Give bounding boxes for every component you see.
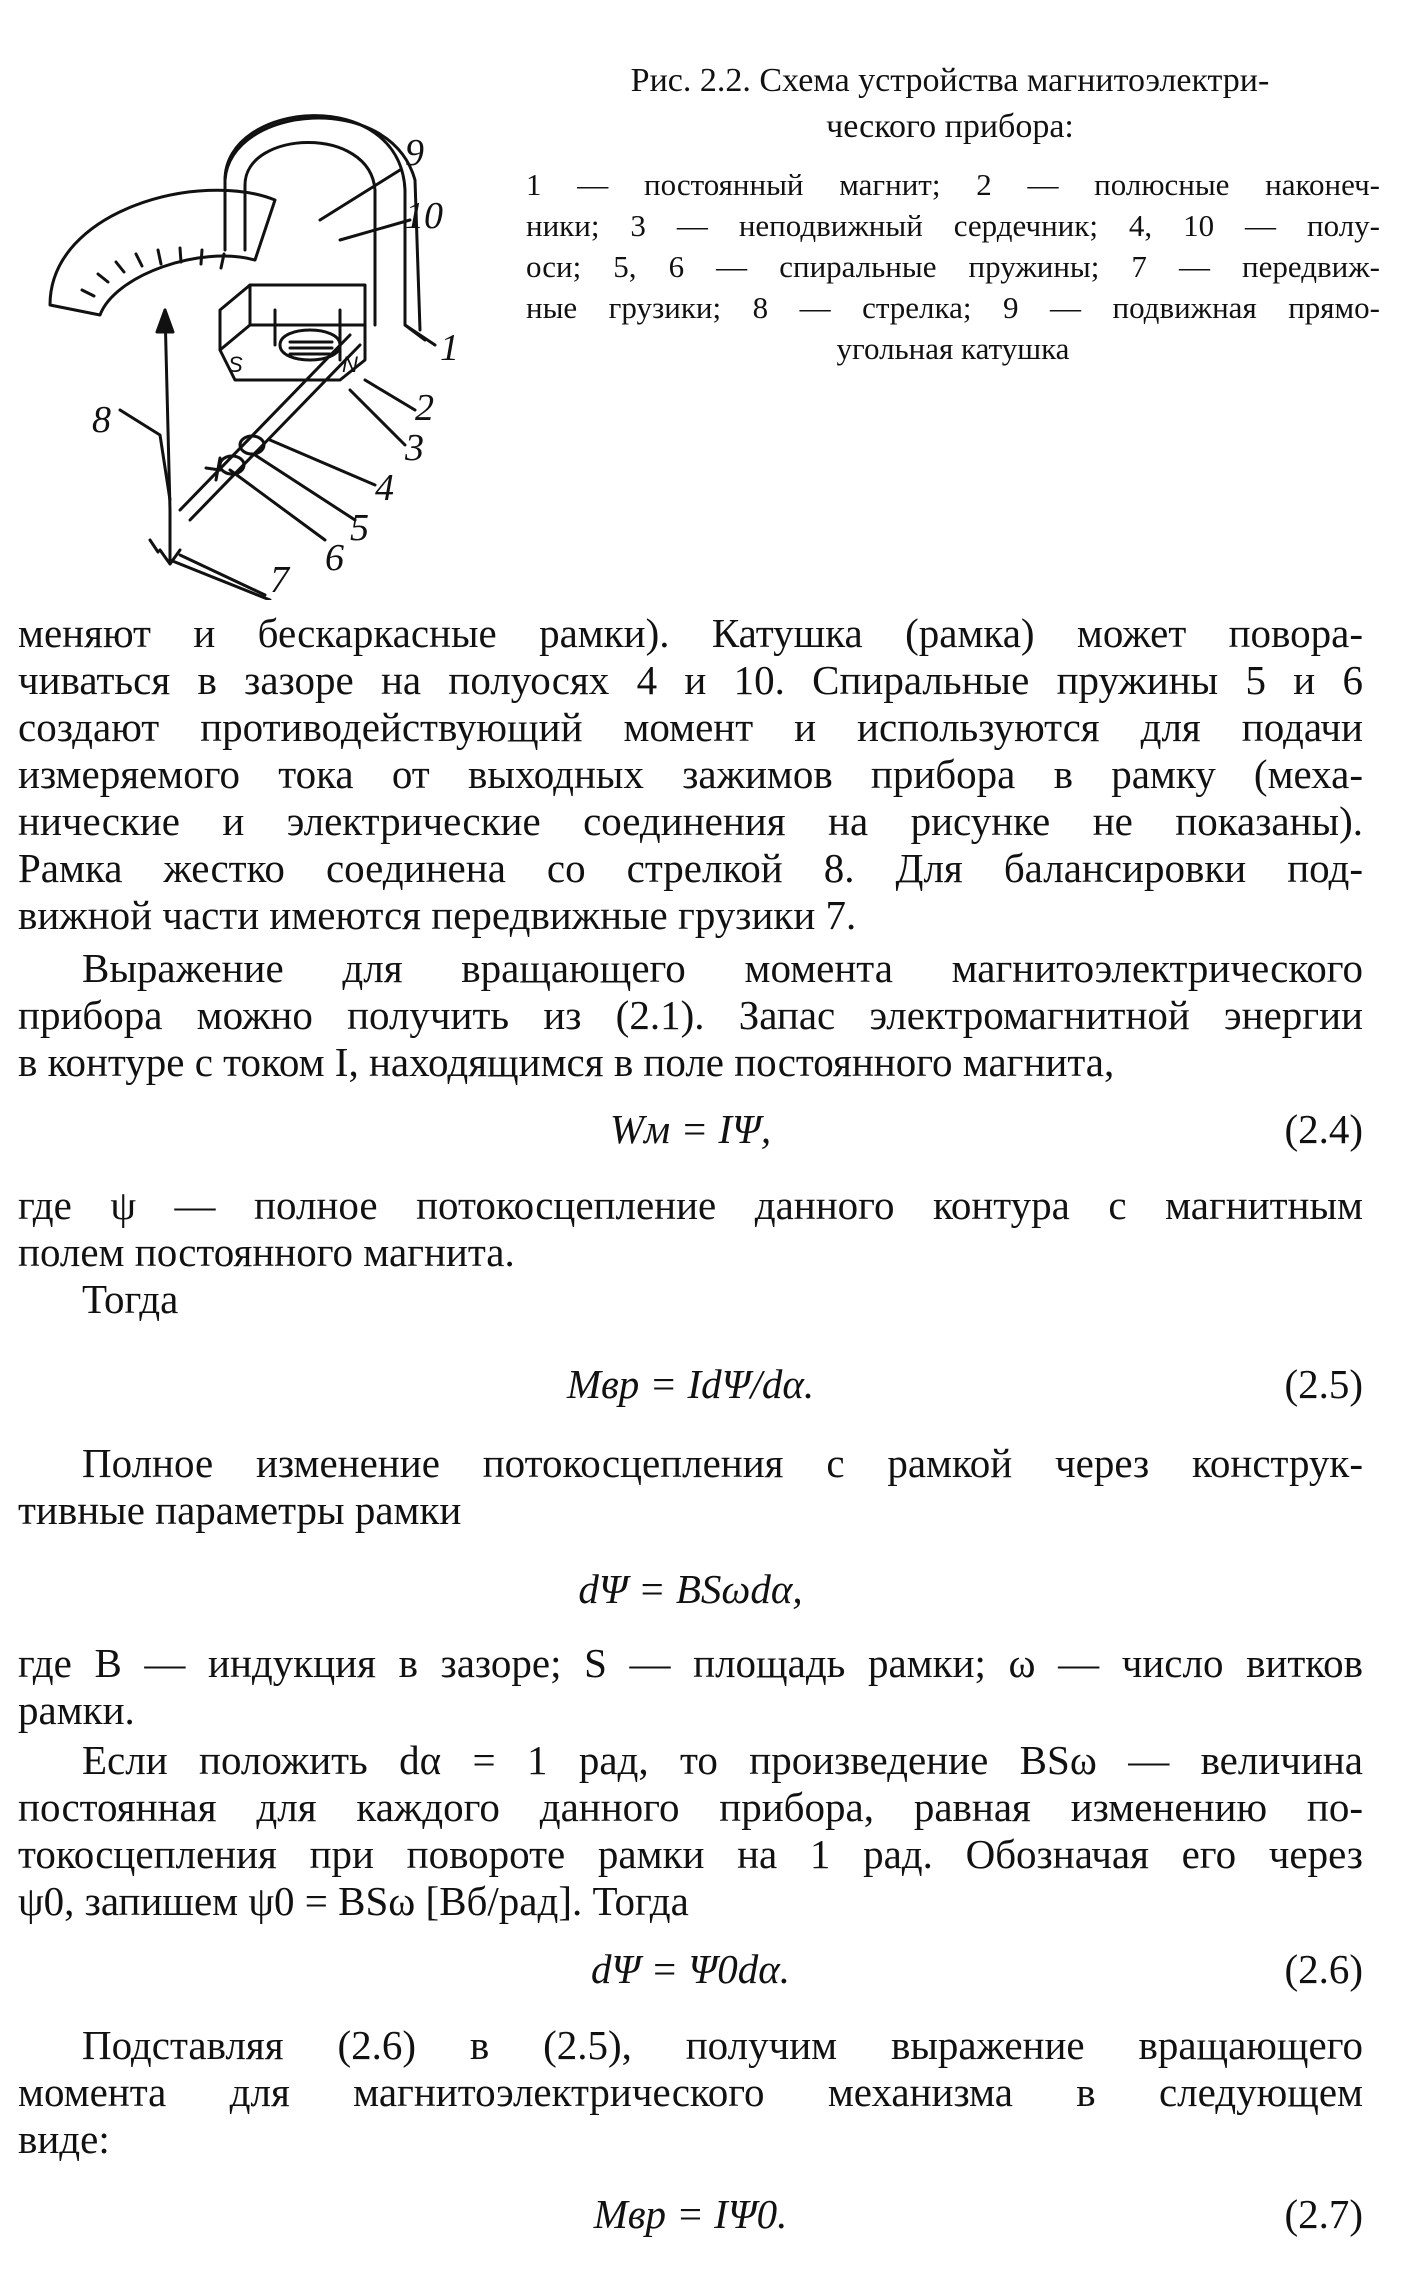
text-line: в контуре с током I, находящимся в поле постоянного магнита, (18, 1039, 1115, 1085)
text-line: меняют и бескаркасные рамки). Катушка (рамка) может повора- (18, 610, 1363, 656)
label-10: 10 (405, 195, 443, 237)
caption-legend-line: оси; 5, 6 — спиральные пружины; 7 — передвиж- (526, 249, 1380, 284)
text-line: постоянная для каждого данного прибора, равная изменению по- (18, 1784, 1363, 1830)
scale-arc (50, 190, 275, 315)
text-line: вижной части имеются передвижные грузики 7. (18, 892, 857, 938)
text-line: где B — индукция в зазоре; S — площадь рамки; ω — число витков (18, 1640, 1363, 1686)
text-line: токосцепления при повороте рамки на 1 рад. Обозначая его через (18, 1831, 1363, 1877)
equation-number: (2.7) (1284, 2191, 1363, 2237)
text-line: нические и электрические соединения на рисунке не показаны). (18, 798, 1363, 844)
text-line: ψ0, запишем ψ0 = BSω [Вб/рад]. Тогда (18, 1878, 689, 1924)
equation-number: (2.5) (1284, 1361, 1363, 1407)
formula-dpsi (18, 1565, 1363, 1625)
formula-expression: Mвр = IdΨ/dα. (566, 1361, 815, 1407)
label-8: 8 (92, 399, 111, 441)
formula-2-7 (18, 2190, 1363, 2250)
label-5: 5 (350, 507, 369, 549)
paragraph-1 (18, 610, 1363, 939)
text-line: Выражение для вращающего момента магнитоэлектрического (82, 945, 1363, 991)
caption-legend-line: ники; 3 — неподвижный сердечник; 4, 10 — полу- (526, 208, 1380, 243)
pole-n-label: N (342, 352, 358, 377)
caption-title (520, 58, 1380, 150)
caption-legend-line: 1 — постоянный магнит; 2 — полюсные наконеч- (526, 167, 1380, 202)
formula-2-5 (18, 1360, 1363, 1420)
text-line: прибора можно получить из (2.1). Запас электромагнитной энергии (18, 992, 1363, 1038)
label-3: 3 (405, 427, 424, 469)
text-line: создают противодействующий момент и используются для подачи (18, 704, 1363, 750)
caption-title-line: ческого прибора: (826, 108, 1074, 145)
pole-s-label: S (228, 352, 243, 377)
counterweights-7 (150, 510, 180, 564)
text-line: момента для магнитоэлектрического механизма в следующем (18, 2069, 1363, 2115)
paragraph-3 (18, 1182, 1363, 1276)
caption-legend-line: ные грузики; 8 — стрелка; 9 — подвижная прямо- (526, 290, 1380, 325)
formula-expression: Wм = IΨ, (609, 1106, 772, 1152)
paragraph-4 (18, 1276, 1363, 1323)
paragraph-2 (18, 945, 1363, 1086)
paragraph-5 (18, 1440, 1363, 1534)
equation-number: (2.6) (1284, 1946, 1363, 1992)
label-2: 2 (415, 387, 434, 429)
text-line: виде: (18, 2116, 110, 2162)
text-line: тивные параметры рамки (18, 1487, 462, 1533)
label-6: 6 (325, 537, 344, 579)
instrument-diagram (20, 60, 520, 600)
text-line: где ψ — полное потокосцепление данного контура с магнитным (18, 1182, 1363, 1228)
caption-title-line: Рис. 2.2. Схема устройства магнитоэлектри- (630, 62, 1270, 99)
paragraph-8 (18, 2022, 1363, 2163)
label-4: 4 (375, 467, 394, 509)
paragraph-6 (18, 1640, 1363, 1734)
text-line: измеряемого тока от выходных зажимов прибора в рамку (меха- (18, 751, 1363, 797)
text-line: Полное изменение потокосцепления с рамкой через конструк- (82, 1440, 1363, 1486)
text-line: Подставляя (2.6) в (2.5), получим выражение вращающего (82, 2022, 1363, 2068)
figure-caption (520, 58, 1380, 369)
caption-legend-line: угольная катушка (836, 331, 1070, 366)
magnet-outer (225, 116, 425, 340)
text-line: Рамка жестко соединена со стрелкой 8. Для балансировки под- (18, 845, 1363, 891)
text-line: чиваться в зазоре на полуосях 4 и 10. Спиральные пружины 5 и 6 (18, 657, 1363, 703)
text-line: полем постоянного магнита. (18, 1229, 515, 1275)
formula-expression: Mвр = IΨ0. (593, 2191, 788, 2237)
label-9: 9 (405, 132, 424, 174)
formula-2-6 (18, 1945, 1363, 2005)
label-1: 1 (440, 327, 459, 369)
formula-expression: dΨ = Ψ0dα. (590, 1946, 791, 1992)
label-7: 7 (270, 559, 289, 600)
equation-number: (2.4) (1284, 1106, 1363, 1152)
paragraph-7 (18, 1737, 1363, 1925)
caption-legend (520, 164, 1380, 369)
text-line: Тогда (82, 1276, 179, 1322)
formula-2-4 (18, 1105, 1363, 1165)
text-line: Если положить dα = 1 рад, то произведение BSω — величина (82, 1737, 1363, 1783)
axle (180, 335, 350, 510)
text-line: рамки. (18, 1687, 135, 1733)
formula-expression: dΨ = BSωdα, (578, 1566, 803, 1612)
instrument-figure (20, 60, 520, 600)
